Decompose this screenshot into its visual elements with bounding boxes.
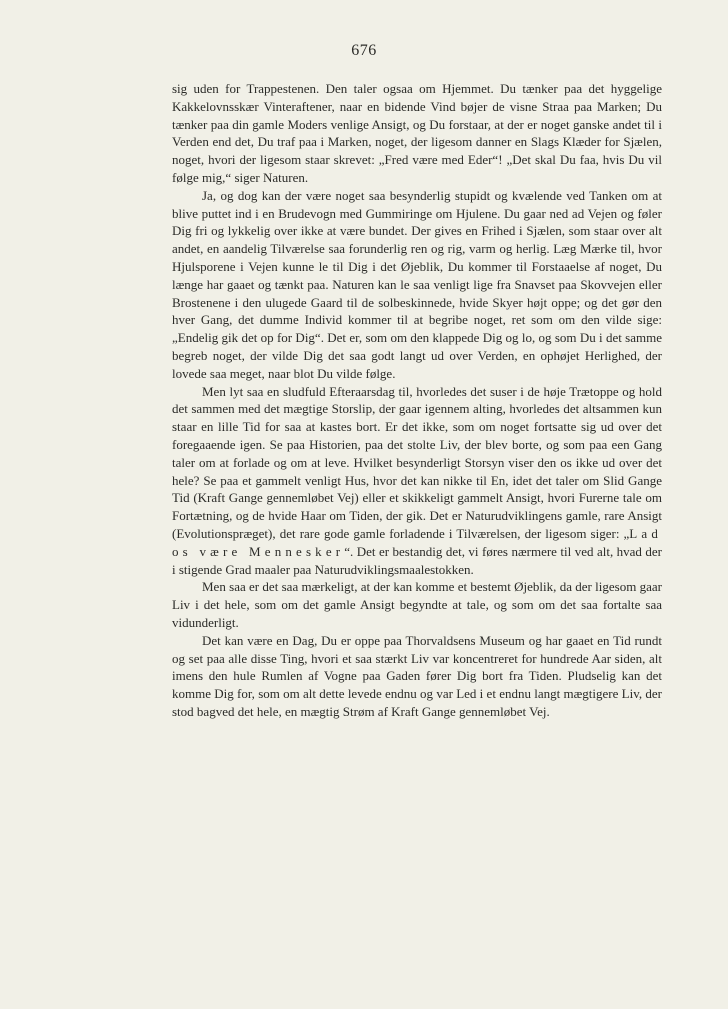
paragraph-text: Men lyt saa en sludfuld Efteraarsdag til, hvorledes det suser i de høje Trætoppe og hold det sammen med det mægtige Storslip, der gaar igennem alting, hvorledes det altsammen kun staar en lille Tid for saa at kastes bort. Er det ikke, som om noget fortsatte sig ud over det foregaaende igen. Se paa Historien, paa det stolte Liv, der blev borte, og som paa een Gang taler om at forlade og om at leve. Hvilket besynderligt Storsyn viser den os ikke ud over det hele? Se paa et gammelt venligt Hus, hvor det kan nikke til En, idet det taler om Slid Gange Tid (Kraft Gange gennemløbet Vej) eller et skikkeligt gammelt Ansigt, hvori Furerne tale om Fortætning, og de hvide Haar om Tiden, der gik. Det er Naturudviklingens gamle, rare Ansigt (Evolutionspræget), det rare gode gamle forladende i Tilværelsen, der ligesom siger: „ (172, 383, 662, 541)
paragraph (172, 383, 662, 579)
paragraph-text: Det kan være en Dag, Du er oppe paa Thorvaldsens Museum og har gaaet en Tid rundt og set paa alle disse Ting, hvori et saa stærkt Liv var koncentreret for hundrede Aar siden, alt imens den hule Rumlen af Vogne paa Gaden fører Dig bort fra Tiden. Pludselig kan det komme Dig for, som om alt dette levede endnu og var Led i et endnu langt mægtigere Liv, der stod bagved det hele, en mægtig Strøm af Kraft Gange gennemløbet Vej. (172, 632, 662, 719)
paragraph-text: Men saa er det saa mærkeligt, at der kan komme et bestemt Øjeblik, da der ligesom gaar Liv i det hele, som om det gamle Ansigt begyndte at tale, og som om det saa fortalte saa vidunderligt. (172, 579, 662, 630)
paragraph-text: Ja, og dog kan der være noget saa besynderlig stupidt og kvælende ved Tanken om at blive puttet ind i en Brudevogn med Gummiringe om Hjulene. Du gaar ned ad Vejen og føler Dig fri og lykkelig over ikke at være bundet. Der gives en Frihed i Sjælen, som staar over alt andet, en aandelig Tilværelse saa forunderlig ren og rig, varm og herlig. Læg Mærke til, hvor Hjulsporene i Vejen kunne le til Dig i det Øjeblik, Du kommer til Forstaaelse af noget, Du længe har gaaet og tænkt paa. Naturen kan le saa venligt lige fra Snavset paa Skovvejen eller Brostenene i den ulugede Gaard til de solbeskinnede, hvide Skyer højt oppe; og det gør den hver Gang, det dumme Individ kommer til at begribe noget, ret som om den vilde sige: „Endelig gik det op for Dig“. Det er, som om den klappede Dig og lo, og som Du i det samme begreb noget, der vilde Dig det saa godt langt ud over Verden, en ophøjet Herlighed, der lovede saa meget, naar blot Du vilde følge. (172, 187, 662, 381)
paragraph (172, 187, 662, 383)
paragraph (172, 578, 662, 631)
paragraph-text: “. Det er bestandig det, vi føres nærmere til ved alt, hvad der i stigende Grad maaler paa Naturudviklingsmaalestokken. (172, 543, 662, 577)
paragraph (172, 632, 662, 721)
spaced-emphasis-text: Lad os være Mennesker (172, 525, 662, 559)
body-text (172, 80, 662, 721)
paragraph-text: sig uden for Trappestenen. Den taler ogsaa om Hjemmet. Du tænker paa det hyggelige Kakkelovnsskær Vinteraftener, naar en bidende Vind bøjer de visne Straa paa Marken; Du tænker paa din gamle Moders venlige Ansigt, og Du forstaar, at der er noget ganske andet til i Verden end det, Du traf paa i Marken, noget, der ligesom danner en Slags Klæder for Sjælen, noget, hvori der ligesom staar skrevet: „Fred være med Eder“! „Det skal Du faa, hvis Du vil følge mig,“ siger Naturen. (172, 81, 662, 185)
paragraph (172, 80, 662, 187)
page-number: 676 (351, 42, 377, 59)
